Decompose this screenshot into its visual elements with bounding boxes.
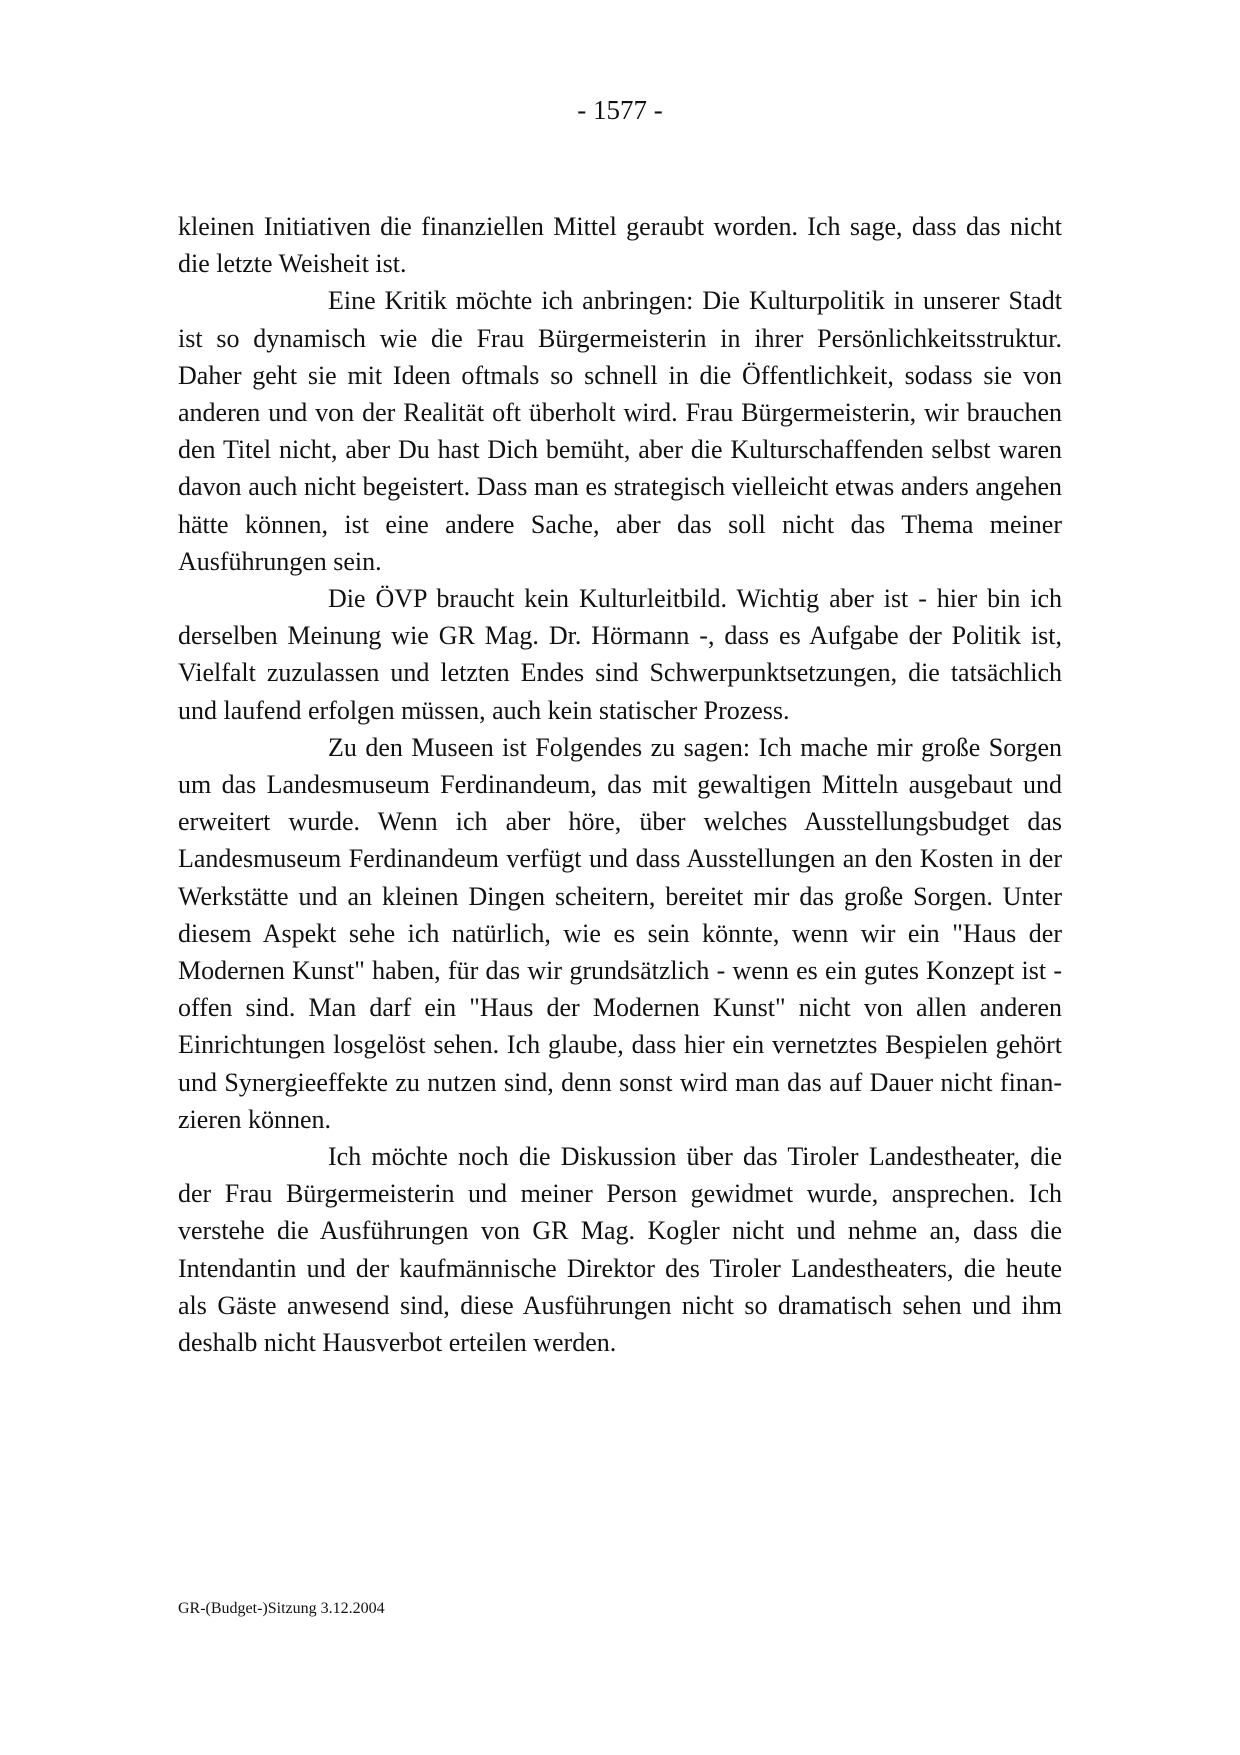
paragraph-4: Zu den Museen ist Folgendes zu sagen: Ich mache mir große Sorgen um das Landesmuseum Ferdinandeum, das mit gewaltigen Mitteln ausgebaut und erweitert wurde. Wenn ich aber höre, über welches Ausstellungsbudget das Landesmuseum Ferdinandeum verfügt und dass Ausstellungen an den Kosten in der Werkstätte und an kleinen Dingen scheitern, bereitet mir das große Sorgen. Unter diesem Aspekt sehe ich natürlich, wie es sein könnte, wenn wir ein "Haus der Modernen Kunst" haben, für das wir grundsätzlich - wenn es ein gutes Konzept ist - offen sind. Man darf ein "Haus der Modernen Kunst" nicht von allen anderen Einrichtungen losgelöst sehen. Ich glaube, dass hier ein vernetztes Bespielen gehört und Synergieeffekte zu nutzen sind, denn sonst wird man das auf Dauer nicht finanzieren können.: [178, 732, 1062, 1134]
paragraph-1: kleinen Initiativen die finanziellen Mittel geraubt worden. Ich sage, dass das nicht die letzte Weisheit ist.: [178, 212, 1062, 279]
page-number: - 1577 -: [577, 95, 663, 125]
footer-session-label: GR-(Budget-)Sitzung 3.12.2004: [178, 1600, 385, 1617]
paragraph-2: Eine Kritik möchte ich anbringen: Die Kulturpolitik in unserer Stadt ist so dynamisch wie die Frau Bürgermeisterin in ihrer Persönlichkeitsstruktur. Daher geht sie mit Ideen oftmals so schnell in die Öffentlichkeit, sodass sie von anderen und von der Realität oft überholt wird. Frau Bürgermeisterin, wir brauchen den Titel nicht, aber Du hast Dich bemüht, aber die Kulturschaffenden selbst waren davon auch nicht begeistert. Dass man es strategisch vielleicht etwas anders angehen hätte können, ist eine andere Sache, aber das soll nicht das Thema meiner Ausführungen sein.: [178, 286, 1062, 576]
document-body: [178, 208, 1062, 1361]
paragraph-5: Ich möchte noch die Diskussion über das Tiroler Landestheater, die der Frau Bürgermeisterin und meiner Person gewidmet wurde, ansprechen. Ich verstehe die Ausführungen von GR Mag. Kogler nicht und nehme an, dass die Intendantin und der kaufmännische Direktor des Tiroler Landestheaters, die heute als Gäste anwesend sind, diese Ausführungen nicht so dramatisch sehen und ihm deshalb nicht Hausverbot erteilen werden.: [178, 1142, 1062, 1358]
paragraph-3: Die ÖVP braucht kein Kulturleitbild. Wichtig aber ist - hier bin ich derselben Meinung wie GR Mag. Dr. Hörmann -, dass es Aufgabe der Politik ist, Vielfalt zuzulassen und letzten Endes sind Schwerpunktsetzungen, die tatsächlich und laufend erfolgen müssen, auch kein statischer Prozess.: [178, 584, 1062, 725]
